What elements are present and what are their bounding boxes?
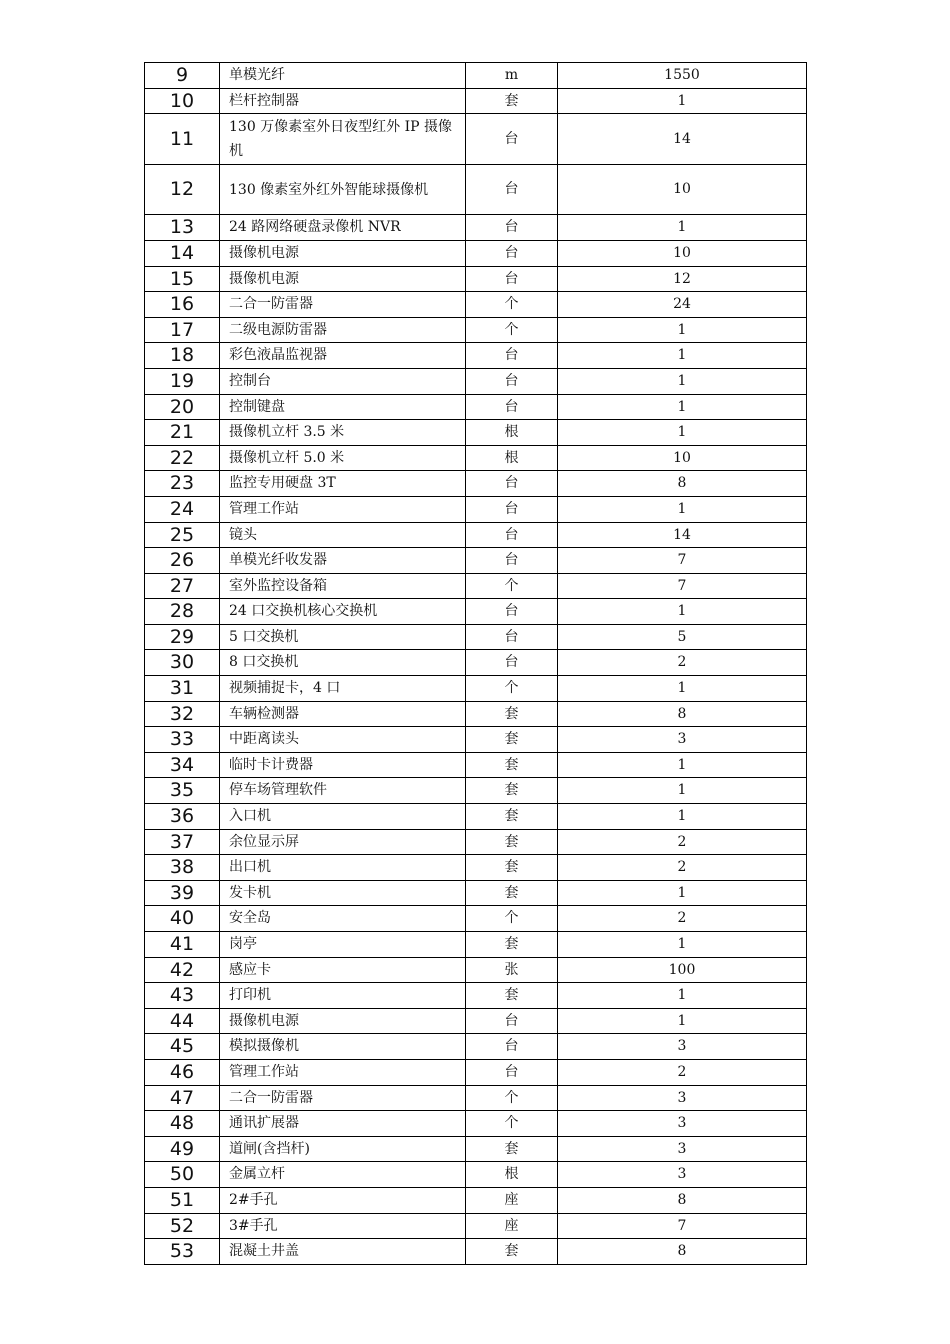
item-name: 彩色液晶监视器	[220, 343, 466, 369]
item-number: 25	[145, 522, 220, 548]
item-name: 摄像机立杆 3.5 米	[220, 420, 466, 446]
item-number: 24	[145, 496, 220, 522]
item-quantity: 2	[558, 829, 807, 855]
item-quantity: 100	[558, 957, 807, 983]
item-number: 42	[145, 957, 220, 983]
item-quantity: 7	[558, 573, 807, 599]
item-number: 12	[145, 164, 220, 215]
item-name: 3#手孔	[220, 1213, 466, 1239]
item-name: 混凝土井盖	[220, 1239, 466, 1265]
item-quantity: 1	[558, 778, 807, 804]
item-number: 35	[145, 778, 220, 804]
item-unit: 个	[466, 317, 558, 343]
item-quantity: 2	[558, 906, 807, 932]
item-number: 49	[145, 1136, 220, 1162]
item-name: 二合一防雷器	[220, 1085, 466, 1111]
item-quantity: 10	[558, 164, 807, 215]
item-number: 34	[145, 752, 220, 778]
table-row	[145, 983, 807, 1009]
item-unit: 台	[466, 266, 558, 292]
item-number: 18	[145, 343, 220, 369]
item-number: 11	[145, 114, 220, 165]
item-quantity: 14	[558, 114, 807, 165]
item-unit: 台	[466, 394, 558, 420]
table-row	[145, 650, 807, 676]
item-name: 8 口交换机	[220, 650, 466, 676]
item-unit: 台	[466, 164, 558, 215]
item-quantity: 1	[558, 804, 807, 830]
table-row	[145, 957, 807, 983]
item-number: 10	[145, 88, 220, 114]
item-unit: 台	[466, 471, 558, 497]
item-quantity: 10	[558, 240, 807, 266]
item-unit: 套	[466, 804, 558, 830]
table-row	[145, 778, 807, 804]
item-number: 45	[145, 1034, 220, 1060]
item-number: 17	[145, 317, 220, 343]
item-unit: 套	[466, 1239, 558, 1265]
item-unit: 个	[466, 1085, 558, 1111]
item-unit: 个	[466, 906, 558, 932]
item-number: 53	[145, 1239, 220, 1265]
table-row	[145, 1187, 807, 1213]
item-quantity: 8	[558, 471, 807, 497]
item-quantity: 1	[558, 394, 807, 420]
item-number: 22	[145, 445, 220, 471]
item-name: 入口机	[220, 804, 466, 830]
item-quantity: 1	[558, 983, 807, 1009]
item-name: 管理工作站	[220, 496, 466, 522]
item-number: 44	[145, 1008, 220, 1034]
item-unit: 根	[466, 1162, 558, 1188]
item-number: 37	[145, 829, 220, 855]
item-unit: 套	[466, 778, 558, 804]
equipment-table	[144, 62, 807, 1265]
table-row	[145, 1162, 807, 1188]
item-name: 单模光纤收发器	[220, 548, 466, 574]
item-name: 视频捕捉卡，4 口	[220, 676, 466, 702]
item-name: 24 路网络硬盘录像机 NVR	[220, 215, 466, 241]
item-number: 41	[145, 932, 220, 958]
item-name: 通讯扩展器	[220, 1111, 466, 1137]
item-unit: 个	[466, 676, 558, 702]
item-name: 2#手孔	[220, 1187, 466, 1213]
table-row	[145, 1085, 807, 1111]
item-unit: 台	[466, 1008, 558, 1034]
item-name: 监控专用硬盘 3T	[220, 471, 466, 497]
item-unit: 套	[466, 701, 558, 727]
item-quantity: 8	[558, 1187, 807, 1213]
item-quantity: 14	[558, 522, 807, 548]
item-number: 28	[145, 599, 220, 625]
item-quantity: 1	[558, 343, 807, 369]
item-number: 50	[145, 1162, 220, 1188]
item-name: 摄像机电源	[220, 1008, 466, 1034]
table-row	[145, 548, 807, 574]
item-number: 46	[145, 1059, 220, 1085]
item-unit: 台	[466, 114, 558, 165]
item-name: 安全岛	[220, 906, 466, 932]
item-unit: 个	[466, 573, 558, 599]
item-quantity: 1	[558, 215, 807, 241]
item-name: 二级电源防雷器	[220, 317, 466, 343]
item-unit: m	[466, 63, 558, 89]
item-number: 33	[145, 727, 220, 753]
item-unit: 台	[466, 1059, 558, 1085]
item-quantity: 3	[558, 1136, 807, 1162]
table-row	[145, 752, 807, 778]
item-name	[220, 164, 466, 215]
item-number: 15	[145, 266, 220, 292]
item-quantity: 8	[558, 1239, 807, 1265]
item-number: 23	[145, 471, 220, 497]
item-number: 27	[145, 573, 220, 599]
item-quantity: 3	[558, 1034, 807, 1060]
item-name: 发卡机	[220, 880, 466, 906]
table-row	[145, 1034, 807, 1060]
item-unit: 座	[466, 1213, 558, 1239]
item-name: 停车场管理软件	[220, 778, 466, 804]
item-quantity: 1	[558, 932, 807, 958]
item-quantity: 1	[558, 496, 807, 522]
table-row	[145, 471, 807, 497]
item-name: 控制台	[220, 368, 466, 394]
item-number: 51	[145, 1187, 220, 1213]
item-unit: 张	[466, 957, 558, 983]
table-row	[145, 727, 807, 753]
table-row	[145, 420, 807, 446]
item-quantity: 2	[558, 855, 807, 881]
item-number: 13	[145, 215, 220, 241]
item-name: 摄像机立杆 5.0 米	[220, 445, 466, 471]
item-unit: 套	[466, 855, 558, 881]
item-number: 26	[145, 548, 220, 574]
item-quantity: 7	[558, 1213, 807, 1239]
table-row	[145, 855, 807, 881]
table-row	[145, 573, 807, 599]
table-row	[145, 1111, 807, 1137]
item-unit: 台	[466, 343, 558, 369]
table-row	[145, 804, 807, 830]
item-number: 39	[145, 880, 220, 906]
item-unit: 套	[466, 1136, 558, 1162]
item-name-text: 130 万像素室外日夜型红外 IP 摄像机	[229, 118, 453, 159]
item-unit: 台	[466, 548, 558, 574]
item-unit: 个	[466, 292, 558, 318]
item-name: 感应卡	[220, 957, 466, 983]
item-unit: 台	[466, 240, 558, 266]
item-number: 31	[145, 676, 220, 702]
item-name: 模拟摄像机	[220, 1034, 466, 1060]
item-unit: 套	[466, 932, 558, 958]
item-quantity: 5	[558, 624, 807, 650]
item-unit: 根	[466, 420, 558, 446]
table-row	[145, 1136, 807, 1162]
item-name: 摄像机电源	[220, 266, 466, 292]
item-unit: 个	[466, 1111, 558, 1137]
table-row	[145, 317, 807, 343]
table-row	[145, 240, 807, 266]
table-row	[145, 880, 807, 906]
equipment-table-body	[145, 63, 807, 1265]
item-quantity: 2	[558, 650, 807, 676]
item-unit: 台	[466, 1034, 558, 1060]
item-quantity: 1	[558, 368, 807, 394]
item-unit: 套	[466, 829, 558, 855]
table-row	[145, 676, 807, 702]
table-row	[145, 343, 807, 369]
item-quantity: 12	[558, 266, 807, 292]
item-number: 36	[145, 804, 220, 830]
item-number: 20	[145, 394, 220, 420]
table-row	[145, 292, 807, 318]
item-quantity: 1	[558, 420, 807, 446]
item-number: 52	[145, 1213, 220, 1239]
table-row	[145, 522, 807, 548]
item-number: 48	[145, 1111, 220, 1137]
item-name: 岗亭	[220, 932, 466, 958]
item-quantity: 1	[558, 880, 807, 906]
item-quantity: 2	[558, 1059, 807, 1085]
item-name: 管理工作站	[220, 1059, 466, 1085]
item-name: 临时卡计费器	[220, 752, 466, 778]
item-name: 道闸(含挡杆)	[220, 1136, 466, 1162]
item-quantity: 3	[558, 727, 807, 753]
item-number: 47	[145, 1085, 220, 1111]
item-quantity: 1	[558, 88, 807, 114]
item-number: 29	[145, 624, 220, 650]
item-quantity: 1	[558, 317, 807, 343]
table-row	[145, 496, 807, 522]
table-row	[145, 829, 807, 855]
item-unit: 套	[466, 727, 558, 753]
item-number: 40	[145, 906, 220, 932]
item-quantity: 10	[558, 445, 807, 471]
table-row	[145, 1008, 807, 1034]
item-unit: 套	[466, 88, 558, 114]
table-row	[145, 88, 807, 114]
table-row	[145, 1059, 807, 1085]
item-number: 9	[145, 63, 220, 89]
table-row	[145, 445, 807, 471]
item-quantity: 3	[558, 1111, 807, 1137]
table-row	[145, 1213, 807, 1239]
item-number: 38	[145, 855, 220, 881]
item-quantity: 1	[558, 752, 807, 778]
item-quantity: 1	[558, 599, 807, 625]
item-number: 32	[145, 701, 220, 727]
item-quantity: 1	[558, 1008, 807, 1034]
item-name: 金属立杆	[220, 1162, 466, 1188]
item-name: 打印机	[220, 983, 466, 1009]
item-unit: 台	[466, 368, 558, 394]
item-quantity: 7	[558, 548, 807, 574]
table-row	[145, 1239, 807, 1265]
item-quantity: 1	[558, 676, 807, 702]
item-quantity: 1550	[558, 63, 807, 89]
item-unit: 根	[466, 445, 558, 471]
table-row	[145, 701, 807, 727]
item-name: 车辆检测器	[220, 701, 466, 727]
item-name: 栏杆控制器	[220, 88, 466, 114]
item-name: 24 口交换机核心交换机	[220, 599, 466, 625]
table-row	[145, 114, 807, 165]
item-quantity: 8	[558, 701, 807, 727]
table-row	[145, 164, 807, 215]
item-name: 出口机	[220, 855, 466, 881]
item-unit: 套	[466, 983, 558, 1009]
table-row	[145, 599, 807, 625]
table-row	[145, 215, 807, 241]
item-name: 余位显示屏	[220, 829, 466, 855]
item-unit: 台	[466, 215, 558, 241]
table-row	[145, 63, 807, 89]
item-unit: 座	[466, 1187, 558, 1213]
item-name: 单模光纤	[220, 63, 466, 89]
item-name: 控制键盘	[220, 394, 466, 420]
item-unit: 套	[466, 880, 558, 906]
item-number: 30	[145, 650, 220, 676]
item-number: 43	[145, 983, 220, 1009]
table-row	[145, 368, 807, 394]
item-number: 16	[145, 292, 220, 318]
item-quantity: 3	[558, 1162, 807, 1188]
item-name: 镜头	[220, 522, 466, 548]
item-number: 19	[145, 368, 220, 394]
item-number: 21	[145, 420, 220, 446]
item-quantity: 24	[558, 292, 807, 318]
table-row	[145, 266, 807, 292]
table-row	[145, 624, 807, 650]
item-name-text: 130 像素室外红外智能球摄像机	[229, 181, 429, 198]
item-name: 摄像机电源	[220, 240, 466, 266]
item-unit: 套	[466, 752, 558, 778]
item-unit: 台	[466, 522, 558, 548]
item-name: 二合一防雷器	[220, 292, 466, 318]
table-row	[145, 394, 807, 420]
item-name: 中距离读头	[220, 727, 466, 753]
item-unit: 台	[466, 496, 558, 522]
item-unit: 台	[466, 650, 558, 676]
item-name	[220, 114, 466, 165]
item-number: 14	[145, 240, 220, 266]
item-name: 室外监控设备箱	[220, 573, 466, 599]
item-unit: 台	[466, 624, 558, 650]
item-name: 5 口交换机	[220, 624, 466, 650]
item-unit: 台	[466, 599, 558, 625]
table-row	[145, 932, 807, 958]
table-row	[145, 906, 807, 932]
item-quantity: 3	[558, 1085, 807, 1111]
